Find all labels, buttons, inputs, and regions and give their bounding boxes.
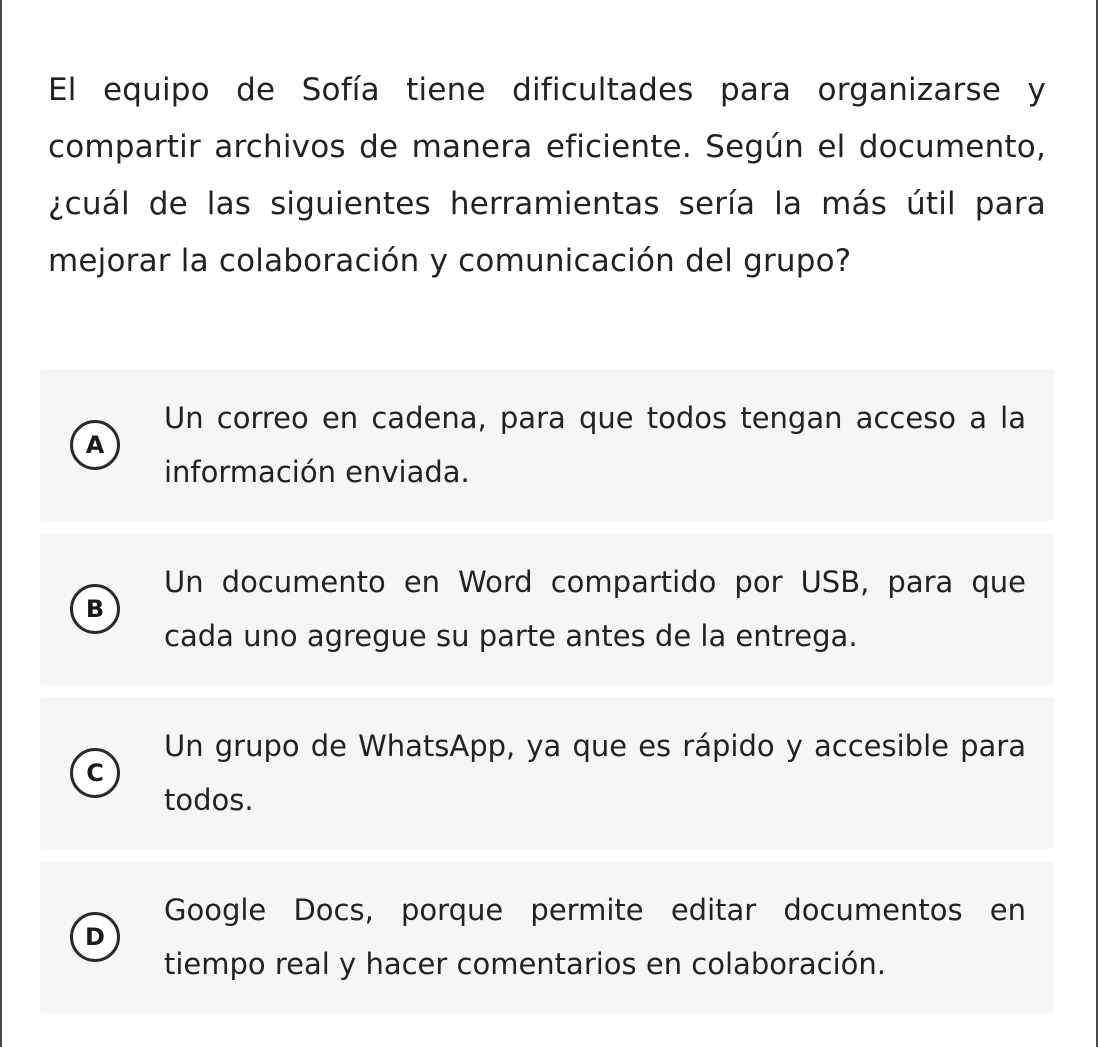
option-d[interactable]: [40, 861, 1054, 1013]
option-a-text: Un correo en cadena, para que todos tengan acceso a la información enviada.: [164, 401, 1026, 489]
option-b[interactable]: [40, 533, 1054, 685]
option-a[interactable]: [40, 369, 1054, 521]
answer-options: [40, 369, 1054, 1025]
left-border: [0, 0, 2, 1047]
option-b-text: Un documento en Word compartido por USB, para que cada uno agregue su parte antes de la entrega.: [164, 565, 1026, 653]
option-a-letter[interactable]: A: [70, 420, 120, 470]
option-d-letter[interactable]: D: [70, 912, 120, 962]
option-c[interactable]: [40, 697, 1054, 849]
option-b-letter[interactable]: B: [70, 584, 120, 634]
question-text: El equipo de Sofía tiene dificultades para organizarse y compartir archivos de manera eficiente. Según el documento, ¿cuál de las siguientes herramientas sería la más útil para mejorar la colaboración y comunicación del grupo?: [48, 72, 1046, 279]
option-d-text: Google Docs, porque permite editar documentos en tiempo real y hacer comentarios en colaboración.: [164, 893, 1026, 981]
option-c-letter[interactable]: C: [70, 748, 120, 798]
option-c-text: Un grupo de WhatsApp, ya que es rápido y accesible para todos.: [164, 729, 1026, 817]
